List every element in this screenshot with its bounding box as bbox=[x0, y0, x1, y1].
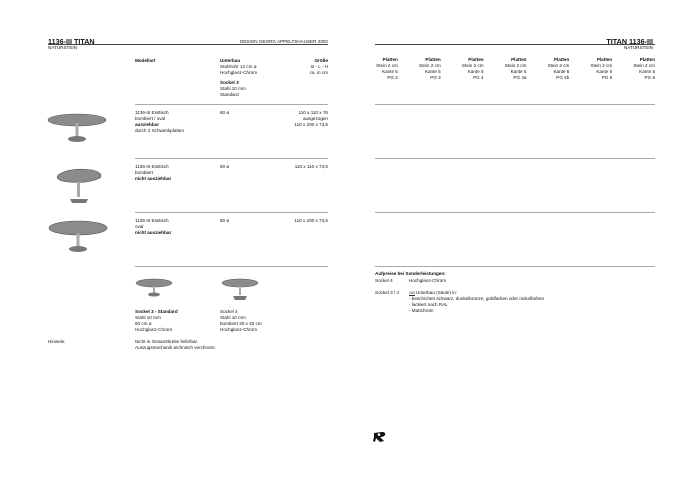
platten-kante: Kante 5 bbox=[382, 69, 398, 75]
platten-stein: Stein 2 cm bbox=[633, 63, 656, 69]
platten-pg: PG 5 bbox=[601, 75, 613, 81]
aufpreise-s34-label: Sockel 3 / 4 bbox=[375, 290, 400, 295]
model-shape: oval bbox=[135, 224, 144, 230]
unterbau-title: Unterbau bbox=[220, 58, 241, 63]
platten-col bbox=[441, 57, 484, 87]
row-divider bbox=[135, 266, 328, 267]
platten-col bbox=[526, 57, 569, 87]
size-value: 110 x 110 x 76 bbox=[298, 110, 328, 115]
sockel-line2: Standard bbox=[220, 92, 239, 98]
platten-title: Platten bbox=[553, 57, 570, 62]
platten-col bbox=[355, 57, 398, 87]
row-1-size bbox=[260, 110, 328, 128]
platten-title: Platten bbox=[639, 57, 656, 62]
platten-stein: Stein 2 cm bbox=[504, 63, 527, 69]
model-shape: bombiert bbox=[135, 170, 153, 176]
row-2-model bbox=[135, 164, 171, 182]
row-1-diameter: 60 ø bbox=[220, 110, 230, 115]
platten-col bbox=[569, 57, 612, 87]
platten-title: Platten bbox=[468, 57, 484, 62]
platten-title: Platten bbox=[382, 57, 398, 62]
platten-kante: Kante 5 bbox=[639, 69, 656, 75]
hinweis-label: Hinweis: bbox=[48, 339, 66, 344]
platten-kante: Kante 5 bbox=[467, 69, 484, 75]
row-divider bbox=[135, 212, 328, 213]
header-rule-left bbox=[48, 44, 328, 45]
platten-pg: PG 4b bbox=[556, 75, 570, 81]
row-divider bbox=[375, 212, 655, 213]
platten-pg: PG 4a bbox=[513, 75, 527, 81]
header-rule-right bbox=[375, 44, 655, 45]
platten-pg: PG 4 bbox=[473, 75, 484, 81]
size-label: ausgezogen bbox=[302, 116, 328, 122]
sockel-3-line2: 60 cm ø bbox=[135, 321, 152, 327]
hinweis-line2: Auszugsmechanik technisch verchromt. bbox=[135, 345, 216, 351]
aufpreise-s34-info bbox=[409, 290, 544, 314]
design-credit: DESIGN GEORG APPELTSHAUSER 2002 bbox=[240, 39, 328, 44]
sockel-3-info bbox=[135, 309, 178, 333]
row-3-diameter: 60 ø bbox=[220, 218, 230, 223]
sockel-line1: Stahl 10 mm bbox=[220, 86, 246, 92]
aufpreise-line2: - beschichtet schwarz, dunkelbronze, goldfarben oder nickelfarben bbox=[409, 296, 545, 302]
platten-title: Platten bbox=[511, 57, 527, 62]
row-3-size: 110 x 200 x 73,5 bbox=[294, 218, 328, 223]
aufpreise-s4-label: Sockel 4 bbox=[375, 278, 393, 283]
platten-columns bbox=[355, 57, 655, 87]
sockel-4-line2: bombiert 30 x 33 cm bbox=[220, 321, 262, 327]
size-value-extended: 110 x 200 x 73,5 bbox=[294, 122, 328, 128]
sockel-3-line3: Hochglanz-Chrom bbox=[135, 327, 173, 333]
row-divider bbox=[375, 266, 655, 267]
hinweis-line1: Nicht in Gesamtbreite lieferbar. bbox=[135, 339, 199, 344]
platten-pg: PG 6 bbox=[644, 75, 656, 81]
page-title-right: TITAN 1136-III bbox=[606, 37, 653, 46]
page-title-left: 1136-III TITAN bbox=[48, 37, 95, 46]
row-divider bbox=[135, 158, 328, 159]
model-note: durch 2 Schwenkplatten bbox=[135, 128, 185, 134]
hinweis-text bbox=[135, 339, 216, 351]
subtitle-right: NATURSTEIN bbox=[623, 45, 653, 50]
table-oval-extendable-image bbox=[44, 108, 110, 152]
sockel-4-image bbox=[220, 276, 260, 302]
unterbau-line2: Hochglanz-Chrom bbox=[220, 70, 258, 76]
platten-title: Platten bbox=[425, 57, 441, 62]
brand-logo-icon bbox=[373, 431, 387, 443]
platten-kante: Kante 5 bbox=[424, 69, 441, 75]
platten-stein: Stein 2 cm bbox=[590, 63, 613, 69]
sockel-4-title: Sockel 4 bbox=[220, 309, 238, 314]
groesse-title: Größe bbox=[314, 58, 328, 63]
sockel-3-image bbox=[134, 276, 174, 298]
platten-stein: Stein 2 cm bbox=[547, 63, 570, 69]
col-modellart: Modellart bbox=[135, 58, 156, 63]
aufpreise-line3: - lackiert nach RAL bbox=[409, 302, 448, 308]
platten-stein: Stein 2 cm bbox=[419, 63, 441, 69]
model-name: 1136-III Esstisch bbox=[135, 218, 169, 223]
sockel-4-line1: Stahl 10 mm bbox=[220, 315, 246, 321]
platten-kante: Kante 5 bbox=[596, 69, 613, 75]
col-unterbau bbox=[220, 58, 257, 99]
platten-pg: PG 2 bbox=[387, 75, 398, 81]
platten-col bbox=[398, 57, 441, 87]
sockel-3-title: Sockel 3 - Standard bbox=[135, 309, 178, 314]
platten-kante: Kante 5 bbox=[510, 69, 527, 75]
sockel-title: Sockel 3 bbox=[220, 80, 239, 86]
aufpreise-title: Aufpreise bei Sonderleistungen: bbox=[375, 271, 446, 276]
sockel-3-line1: Stahl 10 mm bbox=[135, 315, 161, 321]
model-extendable: nicht ausziehbar bbox=[135, 230, 172, 236]
aufpreise-s4-value: Hochglanz-Chrom bbox=[409, 278, 447, 283]
platten-pg: PG 3 bbox=[430, 75, 441, 81]
price-stamp: 103 bbox=[409, 291, 415, 295]
row-divider bbox=[135, 104, 328, 105]
platten-title: Platten bbox=[596, 57, 613, 62]
platten-stein: Stein 2 cm bbox=[461, 63, 484, 69]
model-name: 1136-III Esstisch bbox=[135, 164, 169, 169]
aufpreise-line4: - Mattchrom bbox=[409, 308, 434, 314]
row-1-model bbox=[135, 110, 184, 134]
row-divider bbox=[375, 104, 655, 105]
sockel-4-line3: Hochglanz-Chrom bbox=[220, 327, 258, 333]
platten-col bbox=[612, 57, 655, 87]
groesse-line1: B - L - H bbox=[311, 64, 328, 70]
row-2-diameter: 60 ø bbox=[220, 164, 230, 169]
model-extendable: ausziehbar bbox=[135, 122, 159, 128]
row-divider bbox=[375, 158, 655, 159]
aufpreise-line1: Unterbau (Säule) in: bbox=[416, 290, 458, 295]
subtitle-left: NATURSTEIN bbox=[48, 45, 78, 50]
unterbau-line1: Stahlrohr 12 cm ø bbox=[220, 64, 257, 70]
model-extendable: nicht ausziehbar bbox=[135, 176, 172, 182]
table-bombiert-image bbox=[50, 162, 110, 206]
table-oval-image bbox=[45, 216, 111, 260]
groesse-line2: ca. in cm bbox=[309, 70, 328, 76]
model-name: 1136-III Esstisch bbox=[135, 110, 169, 115]
platten-kante: Kante 5 bbox=[553, 69, 570, 75]
platten-stein: Stein 2 cm bbox=[376, 63, 398, 69]
sockel-4-info bbox=[220, 309, 262, 333]
row-3-model bbox=[135, 218, 171, 236]
row-2-size: 110 x 110 x 73,5 bbox=[294, 164, 328, 169]
model-shape: bombiert / oval bbox=[135, 116, 166, 122]
col-groesse bbox=[270, 58, 328, 76]
platten-col bbox=[484, 57, 527, 87]
